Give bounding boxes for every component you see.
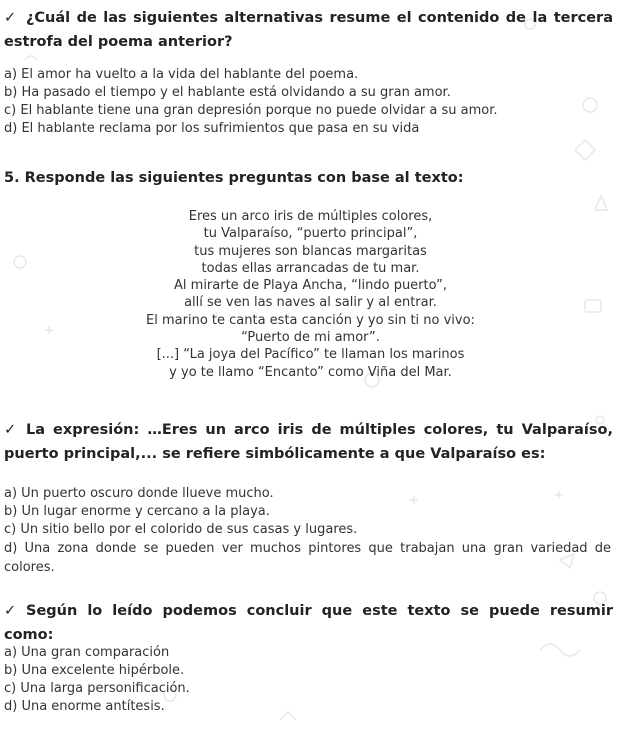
question-prev-option-c: c) El hablante tiene una gran depresión porque no puede olvidar a su amor.: [4, 103, 498, 118]
question-expr-text: La expresión: …Eres un arco iris de múltiples colores, tu Valparaíso, puerto principal,... se refiere simbólicamente a que Valparaíso es:: [4, 422, 613, 462]
question-sum-option-d: d) Una enorme antítesis.: [4, 699, 165, 714]
check-icon: ✓: [4, 10, 17, 26]
question-expr-option-a: a) Un puerto oscuro donde llueve mucho.: [4, 486, 274, 501]
question-sum: [4, 599, 613, 647]
poem-line: “Puerto de mi amor”.: [241, 330, 380, 346]
poem-line: todas ellas arrancadas de tu mar.: [201, 260, 420, 276]
question-prev-option-d: d) El hablante reclama por los sufrimientos que pasa en su vida: [4, 121, 420, 136]
question-prev-option-b: b) Ha pasado el tiempo y el hablante está olvidando a su gran amor.: [4, 85, 451, 100]
question-prev-option-a: a) El amor ha vuelto a la vida del hablante del poema.: [4, 67, 359, 82]
question-expr-option-c: c) Un sitio bello por el colorido de sus casas y lugares.: [4, 522, 358, 537]
question-sum-option-a: a) Una gran comparación: [4, 645, 170, 660]
question-sum-text: Según lo leído podemos concluir que este texto se puede resumir como:: [4, 603, 613, 643]
poem-line: Eres un arco iris de múltiples colores,: [188, 209, 433, 224]
poem-line: El marino te canta esta canción y yo sin ti no vivo:: [146, 312, 475, 328]
question-sum-option-c: c) Una larga personificación.: [4, 681, 190, 696]
question-expr-option-d: d) Una zona donde se pueden ver muchos pintores que trabajan una gran variedad de colores.: [4, 541, 611, 575]
poem-line: [...] “La joya del Pacífico” te llaman los marinos: [156, 347, 465, 363]
question-prev: [4, 6, 613, 54]
poem-line: tu Valparaíso, “puerto principal”,: [203, 226, 418, 242]
poem-line: y yo te llamo “Encanto” como Viña del Mar.: [169, 364, 452, 380]
poem: [0, 208, 621, 381]
check-icon: ✓: [4, 422, 17, 438]
question-expr: [4, 418, 613, 466]
poem-line: Al mirarte de Playa Ancha, “lindo puerto”,: [174, 278, 447, 294]
section-5-title: 5. Responde las siguientes preguntas con base al texto:: [4, 170, 464, 186]
check-icon: ✓: [4, 603, 17, 619]
poem-line: tus mujeres son blancas margaritas: [194, 243, 427, 259]
question-expr-option-b: b) Un lugar enorme y cercano a la playa.: [4, 504, 270, 519]
question-sum-option-b: b) Una excelente hipérbole.: [4, 663, 185, 678]
question-prev-text: ¿Cuál de las siguientes alternativas resume el contenido de la tercera estrofa del poema anterior?: [4, 10, 613, 50]
poem-line: allí se ven las naves al salir y al entrar.: [184, 295, 437, 311]
